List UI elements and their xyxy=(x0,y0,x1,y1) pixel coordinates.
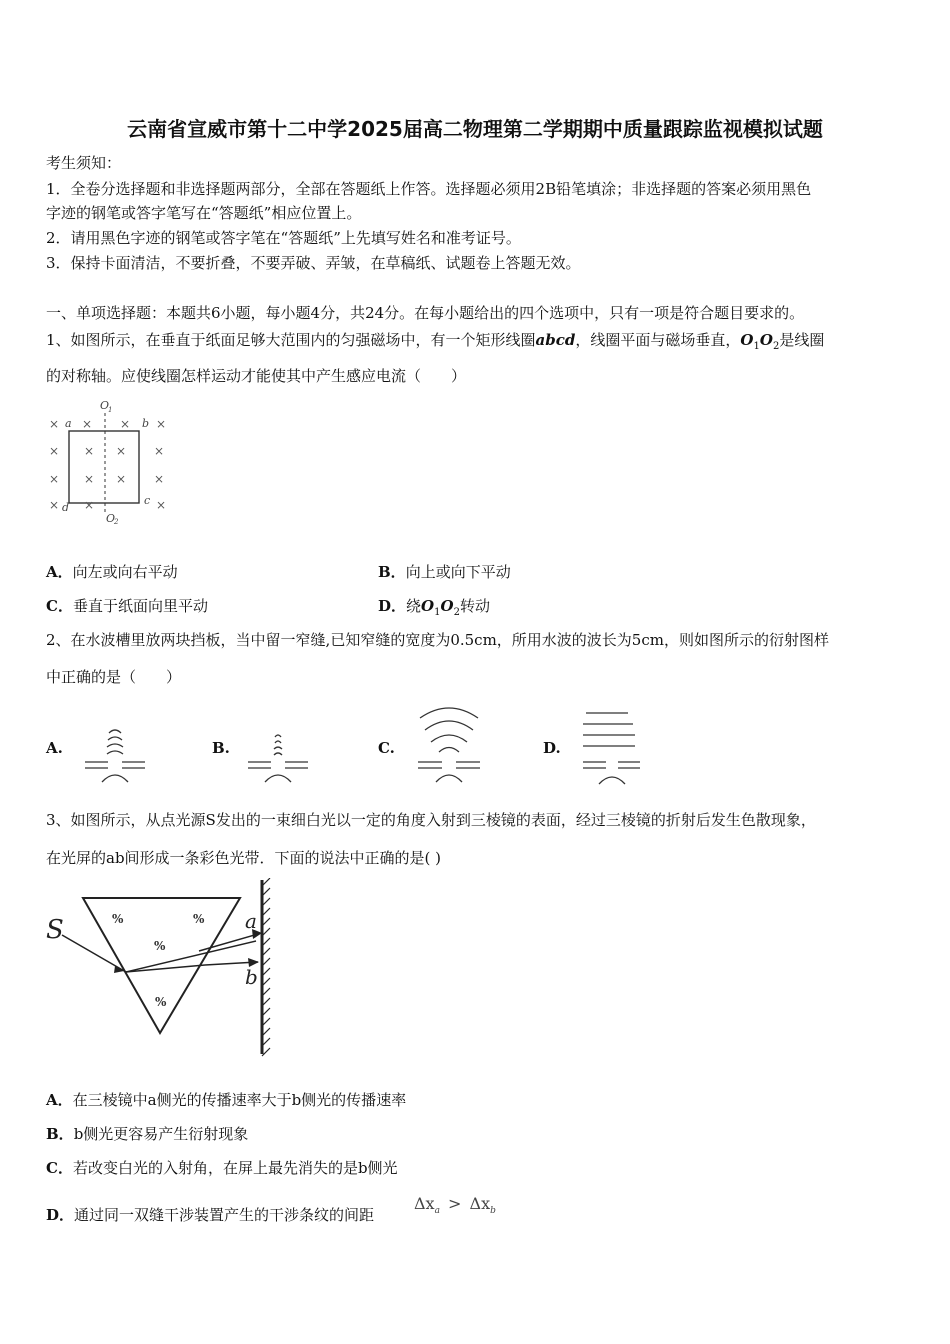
svg-text:×: × xyxy=(49,444,60,458)
q3-option-c[interactable]: C．若改变白光的入射角，在屏上最先消失的是b侧光 xyxy=(46,1159,398,1177)
q1-option-a[interactable]: A．向左或向右平动 xyxy=(46,563,178,581)
q1-option-c[interactable]: C．垂直于纸面向里平动 xyxy=(46,597,208,615)
q2-option-a-diagram[interactable] xyxy=(82,722,148,784)
coil-rectangle xyxy=(69,431,139,503)
notice-item-2: 2．请用黑色字迹的钢笔或答字笔在“答题纸”上先填写姓名和准考证号。 xyxy=(46,229,521,247)
q2-option-c-diagram[interactable] xyxy=(412,700,488,786)
svg-text:×: × xyxy=(49,498,60,512)
q2-option-d-diagram[interactable] xyxy=(578,706,648,788)
q3-prism-figure xyxy=(40,878,280,1058)
svg-text:×: × xyxy=(49,417,60,431)
svg-text:×: × xyxy=(156,417,167,431)
q2-option-d-label[interactable]: D. xyxy=(543,739,561,757)
q2-option-b-label[interactable]: B. xyxy=(212,739,230,757)
svg-text:×: × xyxy=(154,444,165,458)
svg-text:×: × xyxy=(120,417,131,431)
svg-text:×: × xyxy=(49,472,60,486)
svg-text:×: × xyxy=(84,444,95,458)
incident-ray xyxy=(62,935,126,972)
svg-text:×: × xyxy=(116,472,127,486)
label-d: d xyxy=(62,501,70,514)
prism xyxy=(83,898,240,1033)
label-o1-sub: 1 xyxy=(108,406,113,414)
ray-a-inside xyxy=(126,941,256,972)
q2-stem-line1: 2、在水波槽里放两块挡板，当中留一窄缝,已知窄缝的宽度为0.5cm，所用水波的波长为5cm，则如图所示的衍射图样 xyxy=(46,631,829,649)
q2-option-b-diagram[interactable] xyxy=(245,722,311,784)
svg-text:×: × xyxy=(156,498,167,512)
q1-option-d[interactable]: D．绕$O_1O_2$转动 xyxy=(378,597,490,618)
q3-stem-line2: 在光屏的ab间形成一条彩色光带．下面的说法中正确的是( ) xyxy=(46,849,442,867)
q2-stem-line2: 中正确的是（ ） xyxy=(46,668,182,686)
q1-stem-line1: 1、如图所示，在垂直于纸面足够大范围内的匀强磁场中，有一个矩形线圈abcd，线圈平面与磁场垂直，$O_1O_2$是线圈 xyxy=(46,331,825,352)
svg-text:×: × xyxy=(116,444,127,458)
label-b: b xyxy=(142,417,150,430)
q1-stem-line2: 的对称轴。应使线圈怎样运动才能使其中产生感应电流（ ） xyxy=(46,367,467,385)
prism-hatch-marks xyxy=(112,912,205,1009)
notice-item-1: 1．全卷分选择题和非选择题两部分，全部在答题纸上作答。选择题必须用2B铅笔填涂；非选择题的答案必须用黑色 xyxy=(46,180,812,198)
q1-coil-figure xyxy=(44,396,174,526)
q3-option-d-formula: $\Delta x_a > \Delta x_b$ xyxy=(414,1194,496,1217)
label-a: a xyxy=(65,417,72,430)
label-screen-a: a xyxy=(245,909,257,933)
svg-text:%: % xyxy=(155,995,167,1009)
q3-option-d[interactable]: D．通过同一双缝干涉装置产生的干涉条纹的间距 xyxy=(46,1206,375,1224)
svg-text:%: % xyxy=(112,912,124,926)
q3-option-a[interactable]: A．在三棱镜中a侧光的传播速率大于b侧光的传播速率 xyxy=(46,1091,407,1109)
label-c: c xyxy=(144,494,151,507)
svg-text:×: × xyxy=(82,417,93,431)
svg-text:×: × xyxy=(84,472,95,486)
notice-item-1-cont: 字迹的钢笔或答字笔写在“答题纸”相应位置上。 xyxy=(46,204,362,222)
notice-item-3: 3．保持卡面清洁，不要折叠，不要弄破、弄皱，在草稿纸、试题卷上答题无效。 xyxy=(46,254,581,272)
section-heading: 一、单项选择题：本题共6小题，每小题4分，共24分。在每小题给出的四个选项中，只有一项是符合题目要求的。 xyxy=(46,304,805,322)
q2-option-c-label[interactable]: C. xyxy=(378,739,395,757)
page-title: 云南省宣威市第十二中学2025届高二物理第二学期期中质量跟踪监视模拟试题 xyxy=(127,117,823,141)
label-o2: O xyxy=(106,512,116,525)
svg-text:×: × xyxy=(84,498,95,512)
label-screen-b: b xyxy=(245,965,258,989)
label-s: S xyxy=(46,915,64,945)
svg-text:%: % xyxy=(154,939,166,953)
notice-heading: 考生须知： xyxy=(46,154,122,172)
q1-option-b[interactable]: B．向上或向下平动 xyxy=(378,563,511,581)
q3-stem-line1: 3、如图所示，从点光源S发出的一束细白光以一定的角度入射到三棱镜的表面，经过三棱镜的折射后发生色散现象， xyxy=(46,811,816,829)
q2-option-a-label[interactable]: A. xyxy=(46,739,63,757)
svg-text:×: × xyxy=(154,472,165,486)
label-o1: O xyxy=(100,399,110,412)
label-o2-sub: 2 xyxy=(114,518,119,526)
svg-text:%: % xyxy=(193,912,205,926)
q3-option-b[interactable]: B．b侧光更容易产生衍射现象 xyxy=(46,1125,249,1143)
